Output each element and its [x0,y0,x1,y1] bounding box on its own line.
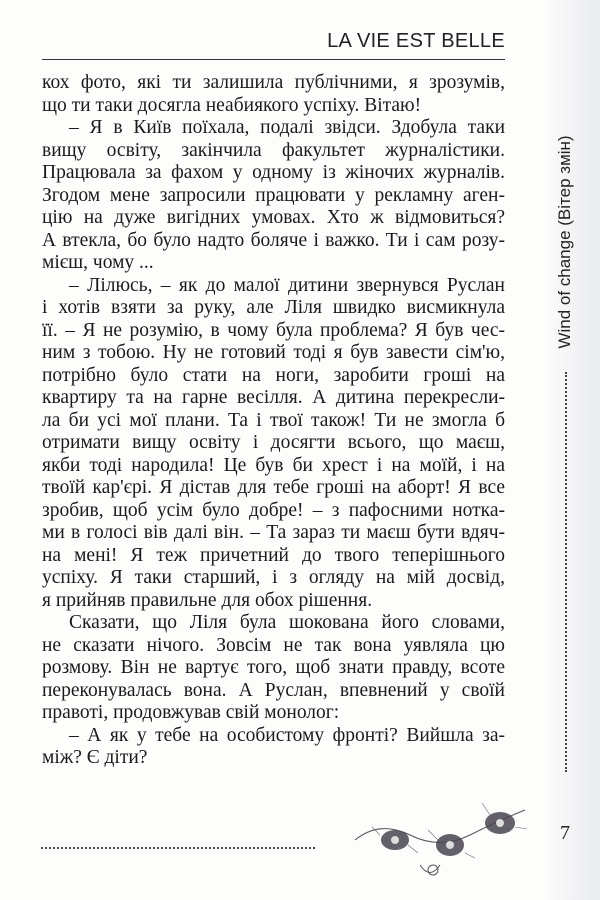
running-header: LA VIE EST BELLE [327,30,505,52]
text-line: її. – Я не розумію, в чому була проблема? Я був чес- [42,319,505,341]
text-line: я прийняв правильне для обох рішення. [42,589,373,611]
text-line: квартиру та на гарне весілля. А дитина перекресли- [42,387,505,408]
text-line: Згодом мене запросили працювати у рекламну аген- [42,184,505,206]
vertical-dotted-divider [565,372,567,772]
text-line: Сказати, що Ліля була шокована його словами, [69,612,505,633]
text-line: твоїй кар'єрі. Я дістав для тебе гроші на аборт! Я все [42,477,505,498]
footer-dotted-divider [41,847,315,849]
side-title-text: Wind of change (Вітер змін) [555,135,574,349]
text-line: зробив, щоб усім було добре! – з пафосними нотка- [42,499,505,521]
text-line: А втекла, бо було надто боляче і важко. Ти і сам розу- [42,229,505,251]
text-line: якби тоді народила! Це був би хрест і на моїй, і на [42,454,505,476]
text-line: потрібно було стати на ноги, заробити гроші на [42,364,505,386]
text-line: кох фото, які ти залишила публічними, я зрозумів, [42,72,505,93]
text-line: – Я в Київ поїхала, подалі звідси. Здобула таки [69,117,505,138]
body-text [42,72,505,770]
text-line: між? Є діти? [42,747,148,768]
text-line: Працювала за фахом у одному із жіночих журналів. [42,162,505,183]
text-line: мієш, чому ... [42,252,154,273]
text-line: правоті, продовжував свій монолог: [42,702,340,723]
text-line: і хотів взяти за руку, але Ліля швидко висмикнула [42,297,505,318]
text-line: отримати вищу освіту і досягти всього, що маєш, [42,432,505,453]
text-line: ним з тобою. Ну не готовий тоді я був завести сім'ю, [42,342,505,363]
text-line: розмову. Він не вартує того, щоб знати правду, всоте [42,657,505,678]
text-line: успіху. Я таки старший, і з огляду на мій досвід, [42,567,505,588]
floral-ornament-icon [350,795,540,885]
text-line: – А як у тебе на особистому фронті? Вийшла за- [69,724,505,746]
side-running-title [553,122,577,362]
text-line: ми в голосі вів далі він. – Та зараз ти маєш бути вдяч- [42,522,505,543]
text-line: – Лілюсь, – як до малої дитини звернувся Руслан [69,274,505,296]
text-line: не сказати нічого. Зовсім не так вона уявляла цю [42,634,505,656]
text-line: цію на дуже вигідних умовах. Хто ж відмовиться? [42,207,505,228]
text-line: ла би усі мої плани. Та і твої також! Ти не змогла б [42,409,505,431]
page-number: 7 [560,822,570,844]
text-line: на мені! Я теж причетний до твого теперішнього [42,544,505,566]
text-line: переконувалась вона. А Руслан, впевнений у своїй [42,679,505,701]
header-rule [42,59,505,60]
text-line: вищу освіту, закінчила факультет журналістики. [42,139,505,161]
text-line: що ти таки досягла неабиякого успіху. Вітаю! [42,94,422,116]
